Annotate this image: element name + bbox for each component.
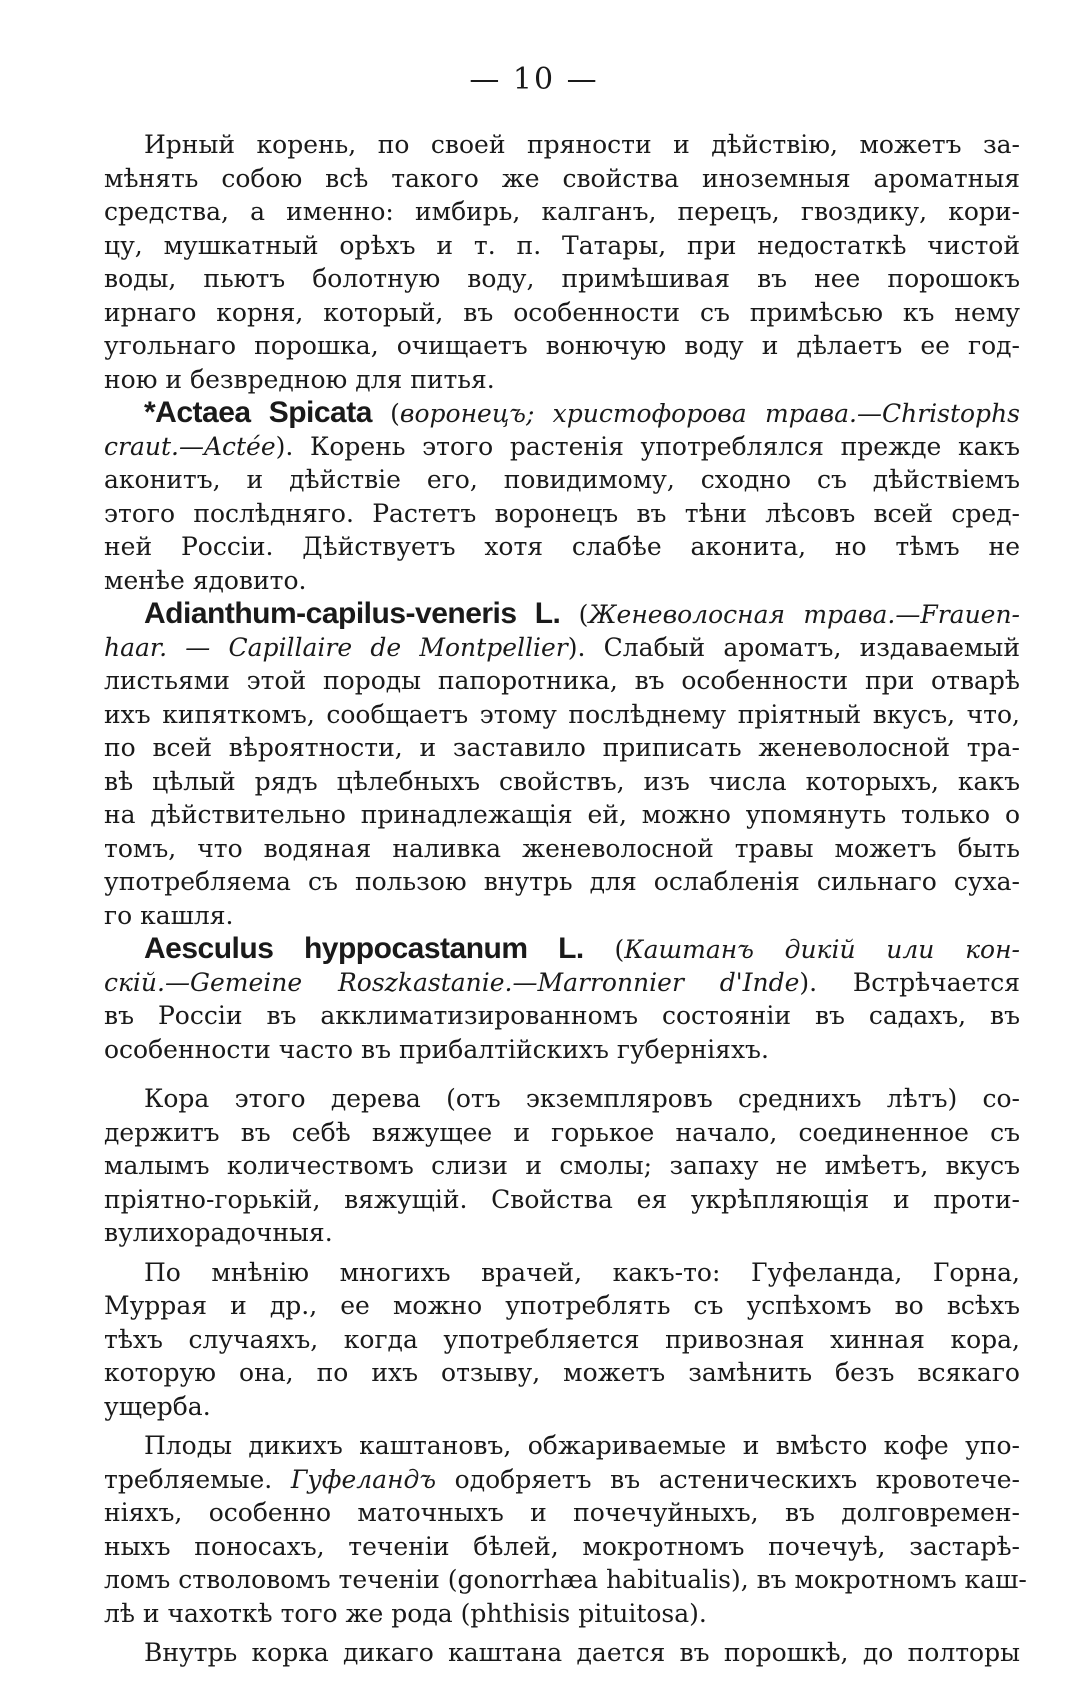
text-line: ирнаго корня, который, въ особенности съ примѣсью къ нему (104, 297, 1020, 327)
text-line: Кора этого дерева (отъ экземпляровъ среднихъ лѣтъ) со- (144, 1084, 1020, 1113)
entry-heading-line: *Actaea Spicata (воронецъ; христофорова трава.—Christophs (144, 396, 1020, 429)
text-line: малымъ количествомъ слизи и смолы; запаху не имѣетъ, вкусъ (104, 1151, 1020, 1180)
text-line: По мнѣнію многихъ врачей, какъ-то: Гуфеланда, Горна, (144, 1257, 1020, 1287)
text-line: ней Россіи. Дѣйствуетъ хотя слабѣе аконита, но тѣмъ не (104, 532, 1020, 561)
entry-heading-line: Adianthum-capilus-veneris L. (Женеволосная трава.—Frauen- (144, 597, 1021, 630)
text-line: требляемые. Гуфеландъ одобряетъ въ астеническихъ кровотече- (104, 1464, 1020, 1494)
page-body (104, 128, 1027, 1670)
text-line: пріятно-горькій, вяжущій. Свойства ея укрѣпляющія и проти- (104, 1184, 1020, 1214)
text-line: которую она, по ихъ отзыву, можетъ замѣнить безъ всякаго (104, 1358, 1020, 1387)
text-line: скій.—Gemeine Roszkastanie.—Marronnier d'Inde). Встрѣчается (104, 967, 1021, 997)
text-line: употребляема съ пользою внутрь для ослабленія сильнаго суха- (104, 867, 1020, 896)
text-line: угольнаго порошка, очищаетъ вонючую воду и дѣлаетъ ее год- (104, 331, 1020, 360)
text-line: ныхъ поносахъ, теченіи бѣлей, мокротномъ почечуѣ, застарѣ- (104, 1531, 1020, 1561)
text-line: аконитъ, и дѣйствіе его, повидимому, сходно съ дѣйствіемъ (104, 465, 1020, 494)
entry-term: Aesculus hyppocastanum L. (144, 932, 584, 965)
text-line: лѣ и чахоткѣ того же рода (phthisis pituitosa). (104, 1598, 707, 1628)
text-line: листьями этой породы папоротника, въ особенности при отварѣ (104, 666, 1020, 695)
text-line: воды, пьютъ болотную воду, примѣшивая въ нее порошокъ (104, 264, 1020, 293)
text-line: вулихорадочныя. (104, 1218, 333, 1247)
entry-term: Adianthum-capilus-veneris L. (144, 597, 561, 630)
text-line: ихъ кипяткомъ, сообщаетъ этому послѣднему пріятный вкусъ, что, (104, 699, 1020, 729)
text-line: haar. — Capillaire de Montpellier). Слабый ароматъ, издаваемый (104, 632, 1020, 662)
text-line: го кашля. (104, 900, 234, 930)
text-line: средства, а именно: имбирь, калганъ, перецъ, гвоздику, кори- (104, 197, 1020, 226)
paragraph-gap (104, 1066, 1020, 1082)
text-line: особенности часто въ прибалтійскихъ губерніяхъ. (104, 1034, 769, 1064)
text-line: этого послѣдняго. Растетъ воронецъ въ тѣни лѣсовъ всей сред- (104, 498, 1020, 528)
text-line: ніяхъ, особенно маточныхъ и почечуйныхъ, въ долговремен- (104, 1498, 1020, 1527)
text-line: Ирный корень, по своей пряности и дѣйствію, можетъ за- (144, 130, 1020, 159)
entry-heading-line: Aesculus hyppocastanum L. (Каштанъ дикій или кон- (144, 932, 1020, 965)
text-line: вѣ цѣлый рядъ цѣлебныхъ свойствъ, изъ числа которыхъ, какъ (104, 766, 1020, 796)
page-number: — 10 — (469, 62, 599, 97)
text-line: Плоды дикихъ каштановъ, обжариваемые и вмѣсто кофе упо- (144, 1431, 1020, 1460)
text-line: держитъ въ себѣ вяжущее и горькое начало, соединенное съ (104, 1117, 1020, 1147)
text-line: Муррая и др., ее можно употреблять съ успѣхомъ во всѣхъ (104, 1291, 1020, 1320)
text-line: craut.—Actée). Корень этого растенія употреблялся прежде какъ (104, 431, 1020, 461)
text-line: тѣхъ случаяхъ, когда употребляется привозная хинная кора, (104, 1324, 1020, 1354)
text-line: по всей вѣроятности, и заставило приписать женеволосной тра- (104, 733, 1020, 762)
text-line: Внутрь корка дикаго каштана дается въ порошкѣ, до полторы (144, 1638, 1020, 1667)
text-line: на дѣйствительно принадлежащія ей, можно упомянуть только о (104, 800, 1020, 829)
text-line: ущерба. (104, 1391, 211, 1421)
text-line: ломъ стволовомъ теченіи (gonorrhæa habitualis), въ мокротномъ каш- (104, 1565, 1027, 1594)
text-line: менѣе ядовито. (104, 565, 307, 595)
text-line: въ Россіи въ акклиматизированномъ состояніи въ садахъ, въ (104, 1001, 1020, 1030)
entry-term: *Actaea Spicata (144, 396, 372, 429)
text-line: цу, мушкатный орѣхъ и т. п. Татары, при недостаткѣ чистой (104, 230, 1020, 260)
text-line: томъ, что водяная наливка женеволосной травы можетъ быть (104, 833, 1020, 863)
text-line: мѣнять собою всѣ такого же свойства иноземныя ароматныя (104, 163, 1020, 193)
text-line: ною и безвредною для питья. (104, 364, 495, 394)
